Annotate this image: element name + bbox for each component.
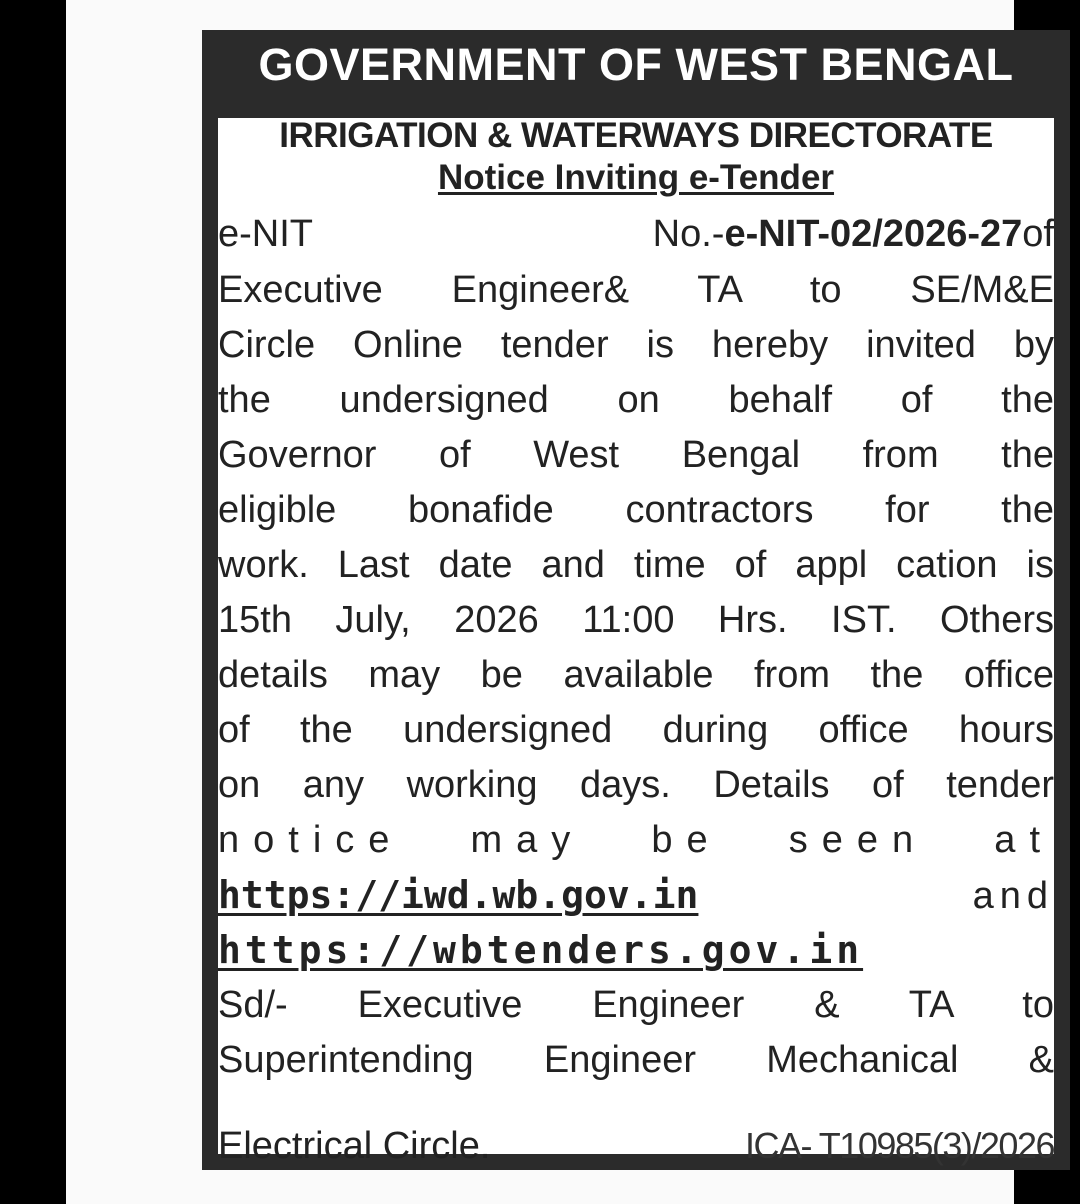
link-join-text: and bbox=[972, 875, 1054, 917]
body-line: Governor of West Bengal from the bbox=[218, 434, 1054, 476]
body-line: details may be available from the office bbox=[218, 654, 1054, 696]
signature-line: Sd/- Executive Engineer & TA to bbox=[218, 984, 1054, 1026]
newspaper-page bbox=[66, 0, 1054, 1204]
iwd-link[interactable]: https://iwd.wb.gov.in bbox=[218, 873, 699, 917]
notice-title bbox=[218, 156, 1054, 200]
body-line: work. Last date and time of appl cation is bbox=[218, 544, 1054, 586]
body-line: 15th July, 2026 11:00 Hrs. IST. Others bbox=[218, 599, 1054, 641]
body-line: of the undersigned during office hours bbox=[218, 709, 1054, 751]
nit-number: e-NIT-02/2026-27 bbox=[724, 213, 1023, 255]
tender-notice bbox=[202, 30, 1070, 1170]
link-line-2 bbox=[218, 924, 1054, 976]
body-line: Circle Online tender is hereby invited by bbox=[218, 324, 1054, 366]
body-line: on any working days. Details of tender bbox=[218, 764, 1054, 806]
body-line: notice may be seen at bbox=[218, 819, 1054, 861]
signature-line: Superintending Engineer Mechanical & bbox=[218, 1039, 1054, 1081]
nit-number-line bbox=[218, 208, 1054, 260]
link-line-1 bbox=[218, 869, 1054, 921]
body-line: Executive Engineer& TA to SE/M&E bbox=[218, 269, 1054, 311]
body-line: the undersigned on behalf of the bbox=[218, 379, 1054, 421]
nit-prefix: e-NIT No.- bbox=[218, 213, 725, 255]
notice-title-text: Notice Inviting e-Tender bbox=[437, 158, 835, 197]
signature-last-line: Electrical Circle. bbox=[218, 1125, 491, 1167]
body-line: eligible bonafide contractors for the bbox=[218, 489, 1054, 531]
reference-number: ICA- T10985(3)/2026 bbox=[744, 1125, 1054, 1166]
directorate-heading: IRRIGATION & WATERWAYS DIRECTORATE bbox=[279, 116, 993, 155]
notice-body bbox=[218, 116, 1054, 1167]
wbtenders-link[interactable]: https://wbtenders.gov.in bbox=[218, 928, 864, 972]
nit-suffix: of bbox=[1022, 213, 1054, 255]
government-banner: GOVERNMENT OF WEST BENGAL bbox=[258, 39, 1014, 90]
